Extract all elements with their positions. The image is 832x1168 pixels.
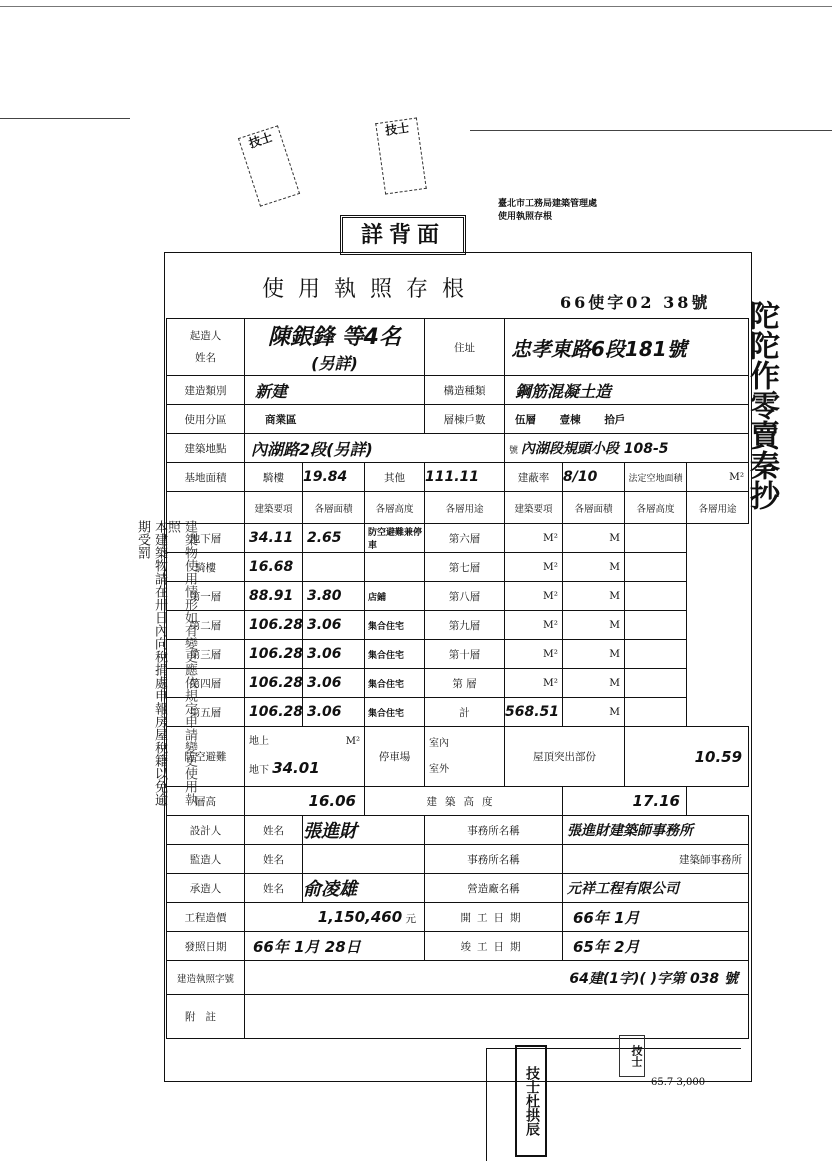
- floor-height: 3.06: [303, 698, 365, 727]
- col-area-left: 各層面積: [303, 492, 365, 524]
- coverage-value: 8/10: [563, 463, 625, 492]
- floor-name: 第一層: [167, 582, 245, 611]
- floor-area: 106.28: [245, 669, 303, 698]
- floor-name-right: 第七層: [425, 553, 505, 582]
- builder-name: 陳銀鋒 等4名: [268, 325, 401, 350]
- floors-label: 層棟戶數: [425, 405, 505, 434]
- floor-height-right: M: [563, 553, 625, 582]
- floor-area: 106.28: [245, 640, 303, 669]
- side-column: [167, 492, 245, 524]
- contractor-factory: 元祥工程有限公司: [563, 874, 749, 903]
- floor-area: 88.91: [245, 582, 303, 611]
- shelter-values: 地上 M² 地下 34.01: [245, 727, 365, 787]
- floor-use: 集合住宅: [365, 698, 425, 727]
- address-value: 忠孝東路6段181號: [511, 336, 687, 361]
- floor-use-right: [625, 553, 687, 582]
- approval-stamp-left: 技士: [238, 125, 300, 206]
- floor-use-right: [625, 611, 687, 640]
- chief-stamp: 技士杜拱辰: [515, 1045, 547, 1157]
- floor-name: 第五層: [167, 698, 245, 727]
- floor-row: [167, 524, 749, 553]
- arcade-label: 騎樓: [245, 463, 303, 492]
- scan-line: [0, 6, 832, 7]
- side-note-left2: 建築物使用情形如有變更應依規定申請變更使用執照: [165, 520, 197, 806]
- supervisor-office: 建築師事務所: [563, 845, 749, 874]
- floor-use: 集合住宅: [365, 611, 425, 640]
- floor-height: [303, 553, 365, 582]
- contractor-name-label: 姓名: [245, 874, 303, 903]
- shelter-label: 防空避難: [167, 727, 245, 787]
- issue-value: 66年 1月 28日: [245, 932, 425, 961]
- floor-use: 集合住宅: [365, 669, 425, 698]
- floor-area-right: 568.51: [505, 698, 563, 727]
- floor-area-right: M²: [505, 611, 563, 640]
- contractor-factory-label: 營造廠名稱: [425, 874, 563, 903]
- print-info: 65.7 3,000: [651, 1077, 706, 1088]
- col-height-right: 各層高度: [625, 492, 687, 524]
- form-table: [166, 318, 749, 1039]
- roof-value: 10.59: [625, 727, 749, 787]
- floor-area-right: M²: [505, 582, 563, 611]
- floor-name: 第二層: [167, 611, 245, 640]
- floor-row: [167, 611, 749, 640]
- contractor-name: 俞凌雄: [303, 874, 425, 903]
- supervisor-office-label: 事務所名稱: [425, 845, 563, 874]
- floor-height-right: M: [563, 524, 625, 553]
- address-value-cell: [505, 319, 749, 376]
- col-use-left: 各層用途: [425, 492, 505, 524]
- floor-name-right: 第八層: [425, 582, 505, 611]
- floor-row: [167, 582, 749, 611]
- supervisor-name: [303, 845, 425, 874]
- supervisor-label: 監造人: [167, 845, 245, 874]
- floor-row: [167, 640, 749, 669]
- designer-office-label: 事務所名稱: [425, 816, 563, 845]
- permit-value: 64建(1字)( )字第 038 號: [245, 961, 749, 995]
- floor-name: 第四層: [167, 669, 245, 698]
- floor-area: 106.28: [245, 698, 303, 727]
- permit-label: 建造執照字號: [167, 961, 245, 995]
- start-value: 66年 1月: [563, 903, 749, 932]
- scan-line: [470, 130, 832, 131]
- floor-name-right: 第九層: [425, 611, 505, 640]
- legal-area-value: M²: [687, 463, 749, 492]
- floor-use: 店鋪: [365, 582, 425, 611]
- col-area-right: 各層面積: [563, 492, 625, 524]
- tech-stamp: 技士: [619, 1035, 645, 1077]
- area-label: 基地面積: [167, 463, 245, 492]
- floor-row: [167, 553, 749, 582]
- floor-use: [365, 553, 425, 582]
- floor-height: 3.06: [303, 640, 365, 669]
- supervisor-name-label: 姓名: [245, 845, 303, 874]
- storey-height-label: 層高: [167, 787, 245, 816]
- building-type-value: 新建: [245, 376, 425, 405]
- building-height-value: 17.16: [563, 787, 687, 816]
- floor-name-right: 計: [425, 698, 505, 727]
- approval-stamp-mid: 技士: [375, 117, 427, 194]
- floor-use-right: [625, 640, 687, 669]
- finish-label: 竣工日期: [425, 932, 563, 961]
- form-number: 66使字02 38號: [560, 293, 711, 312]
- side-note-left: 本建築物請在卅日內向稅捐處申報房屋稅籍以免逾期受罰: [135, 520, 167, 806]
- zone-value: 商業區: [245, 405, 425, 434]
- floor-area: 106.28: [245, 611, 303, 640]
- floor-row: [167, 669, 749, 698]
- floor-height-right: M: [563, 582, 625, 611]
- building-height-label: 建築高度: [365, 787, 563, 816]
- lot-value: 號 內湖段規頭小段 108-5: [505, 434, 749, 463]
- note-label: 附註: [167, 995, 245, 1039]
- floor-name: 第三層: [167, 640, 245, 669]
- floor-name: 騎樓: [167, 553, 245, 582]
- parking-label: 停車場: [365, 727, 425, 787]
- bottom-stamp-bar: [486, 1045, 741, 1161]
- floor-height-right: M: [563, 611, 625, 640]
- cost-value: 1,150,460 元: [245, 903, 425, 932]
- floor-height: 3.06: [303, 669, 365, 698]
- structure-label: 構造種類: [425, 376, 505, 405]
- structure-value: 鋼筋混凝土造: [505, 376, 749, 405]
- coverage-label: 建蔽率: [505, 463, 563, 492]
- right-margin-text: 陀陀作零賣秦抄: [744, 300, 779, 510]
- floor-height-right: M: [563, 669, 625, 698]
- scan-line: [0, 118, 130, 119]
- floor-use-right: [625, 524, 687, 553]
- floor-use-right: [625, 582, 687, 611]
- office-stamp: 臺北市工務局建築管理處 使用執照存根: [498, 199, 598, 222]
- floor-row: [167, 698, 749, 727]
- storey-height-value: 16.06: [245, 787, 365, 816]
- building-type-label: 建造類別: [167, 376, 245, 405]
- floor-use-right: [625, 669, 687, 698]
- other-label: 其他: [365, 463, 425, 492]
- legal-area-label: 法定空地面積: [625, 463, 687, 492]
- col-use-right: 各層用途: [687, 492, 749, 524]
- floor-area: 34.11: [245, 524, 303, 553]
- floor-height-right: M: [563, 640, 625, 669]
- roof-label: 屋頂突出部份: [505, 727, 625, 787]
- designer-name-label: 姓名: [245, 816, 303, 845]
- arcade-area: 19.84: [303, 463, 365, 492]
- floor-name-right: 第 層: [425, 669, 505, 698]
- site-value: 內湖路2段(另詳): [245, 434, 505, 463]
- form-title: 使用執照存根: [262, 277, 479, 302]
- note-value: [245, 995, 749, 1039]
- other-area: 111.11: [425, 463, 505, 492]
- floor-name-right: 第十層: [425, 640, 505, 669]
- designer-label: 設計人: [167, 816, 245, 845]
- floor-area-right: M²: [505, 669, 563, 698]
- col-item-right: 建築要項: [505, 492, 563, 524]
- parking-values: 室內 室外: [425, 727, 505, 787]
- floor-height: 2.65: [303, 524, 365, 553]
- contractor-label: 承造人: [167, 874, 245, 903]
- finish-value: 65年 2月: [563, 932, 749, 961]
- floor-use: 集合住宅: [365, 640, 425, 669]
- designer-office: 張進財建築師事務所: [563, 816, 749, 845]
- col-height-left: 各層高度: [365, 492, 425, 524]
- floor-area-right: M²: [505, 524, 563, 553]
- issue-label: 發照日期: [167, 932, 245, 961]
- floor-use-right: [625, 698, 687, 727]
- floor-area: 16.68: [245, 553, 303, 582]
- zone-label: 使用分區: [167, 405, 245, 434]
- floor-name-right: 第六層: [425, 524, 505, 553]
- builder-name-cell: [245, 319, 425, 376]
- builder-note: (另詳): [311, 354, 358, 373]
- floor-height: 3.80: [303, 582, 365, 611]
- designer-name: 張進財: [303, 816, 425, 845]
- address-label-cell: 住址: [425, 319, 505, 376]
- detail-back-stamp: 詳背面: [340, 215, 466, 255]
- floor-height-right: M: [563, 698, 625, 727]
- cost-label: 工程造價: [167, 903, 245, 932]
- site-label: 建築地點: [167, 434, 245, 463]
- floor-height: 3.06: [303, 611, 365, 640]
- floor-area-right: M²: [505, 553, 563, 582]
- builder-label-cell: 起造人 姓名: [167, 319, 245, 376]
- floor-area-right: M²: [505, 640, 563, 669]
- col-item-left: 建築要項: [245, 492, 303, 524]
- floor-name: 地下層: [167, 524, 245, 553]
- start-label: 開工日期: [425, 903, 563, 932]
- floor-use: 防空避難兼停車: [365, 524, 425, 553]
- floors-value: 伍層 壹棟 拾戶: [505, 405, 749, 434]
